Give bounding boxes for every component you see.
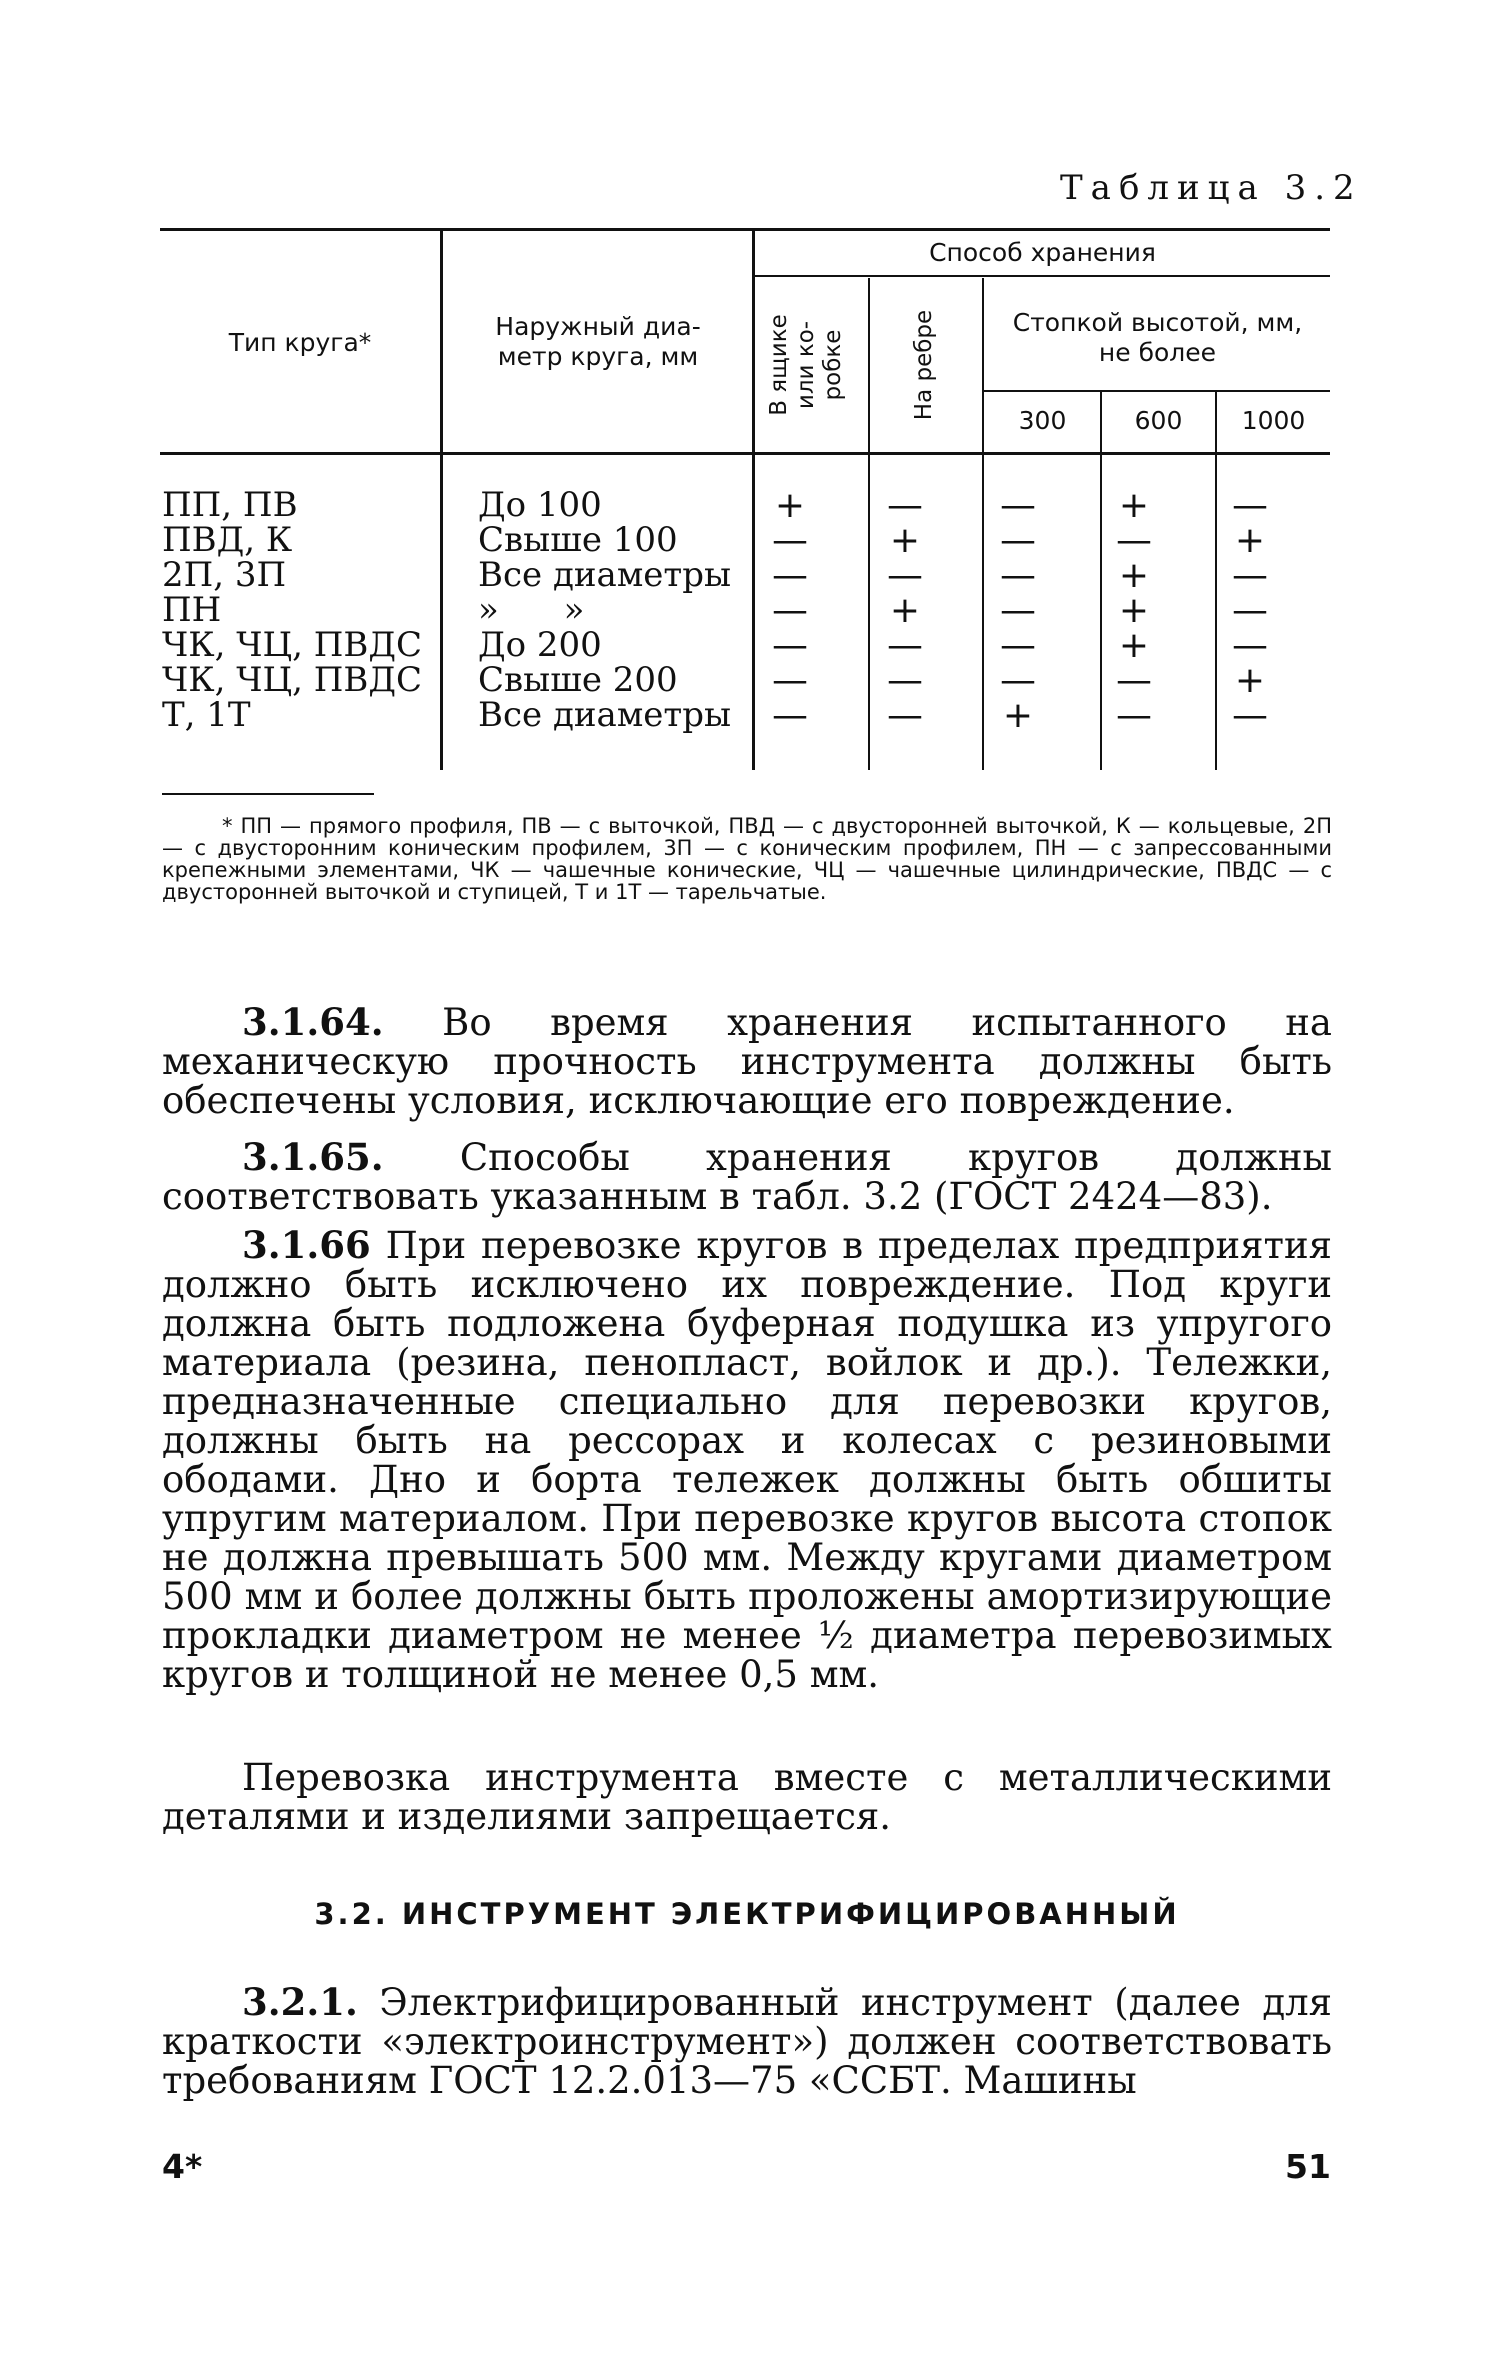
row-diameter: Все диаметры [478,555,732,595]
paragraph-text: Способы хранения кругов должны соответствовать указанным в табл. 3.2 (ГОСТ 2424—83). [162,1136,1332,1218]
row-mark: — [1116,660,1152,701]
row-mark: — [1000,625,1036,666]
paragraph-text: При перевозке кругов в пределах предприятия должно быть исключено их повреждение. Под круги должна быть подложена буферная подушка из упругого материала (резина, пенопласт, войлок и др.). Тележки, предназначенные специально для перевозки кругов, должны быть на рессорах и колесах с резиновыми ободами. Дно и борта тележек должны быть обшиты упругим материалом. При перевозке кругов высота стопок не должна превышать 500 мм. Между кругами диаметром 500 мм и более должны быть проложены амортизирующие прокладки диаметром не менее ½ диаметра перевозимых кругов и толщиной не менее 0,5 мм. [162,1224,1332,1696]
storage-header-rule [752,275,1330,277]
row-mark: + [889,520,921,561]
paragraph-number: 3.2.1. [242,1980,358,2024]
row-diameter: До 100 [478,485,602,525]
paragraph-3-1-64 [162,1000,1332,1122]
row-mark: — [887,625,923,666]
row-mark: — [1000,485,1036,526]
row-mark: — [1232,555,1268,596]
row-mark: — [772,590,808,631]
header-box: В ящике или ко- робке [766,314,846,416]
row-mark: — [1232,485,1268,526]
signature-mark: 4* [162,2147,203,2186]
row-mark: + [774,485,806,526]
row-mark: — [772,555,808,596]
header-diameter: Наружный диа- метр круга, мм [495,312,701,371]
paragraph-3-1-66 [162,1223,1332,1696]
row-mark: — [772,660,808,701]
row-diameter: » » [478,590,585,630]
table-vrule [1100,392,1102,770]
header-bottom-rule [160,452,1330,455]
row-mark: — [1000,520,1036,561]
table-vrule [982,278,984,770]
row-mark: — [1232,625,1268,666]
row-diameter: Все диаметры [478,695,732,735]
row-diameter: До 200 [478,625,602,665]
row-mark: — [887,485,923,526]
row-mark: + [889,590,921,631]
table-vrule [440,230,443,770]
header-1000: 1000 [1241,406,1306,435]
row-mark: — [1116,520,1152,561]
row-mark: + [1118,555,1150,596]
stack-header-rule [982,390,1330,392]
paragraph-3-2-1 [162,1980,1332,2102]
row-mark: — [1232,695,1268,736]
row-type: ПН [162,590,222,630]
row-mark: — [772,520,808,561]
paragraph-number: 3.1.64. [242,1000,384,1044]
table-vrule [868,278,870,770]
footnote: * ПП — прямого профиля, ПВ — с выточкой, ПВД — с двусторонней выточкой, К — кольцевые, 2П — с двусторонним коническим профилем, 3П — с коническим профилем, ПН — с запрессованными крепежными элементами, ЧК — чашечные конические, ЧЦ — чашечные цилиндрические, ПВДС — с двусторонней выточкой и ступицей, Т и 1Т — тарельчатые. [162,814,1332,904]
row-mark: — [772,695,808,736]
page-number: 51 [1285,2147,1331,2186]
table-top-rule [160,228,1330,231]
table-title: Таблица 3.2 [1060,168,1363,208]
paragraph-text: Во время хранения испытанного на механическую прочность инструмента должны быть обеспечены условия, исключающие его повреждение. [162,1001,1332,1122]
storage-table [0,0,1499,800]
row-mark: — [1000,555,1036,596]
table-vrule [752,230,755,770]
footnote-rule [162,793,374,795]
row-type: ЧК, ЧЦ, ПВДС [162,660,423,700]
row-mark: — [887,555,923,596]
row-mark: — [772,625,808,666]
paragraph-number: 3.1.65. [242,1135,384,1179]
row-type: Т, 1Т [162,695,251,735]
row-mark: + [1118,625,1150,666]
row-mark: + [1118,485,1150,526]
header-type: Тип круга* [228,328,372,357]
paragraph-text: Перевозка инструмента вместе с металлическими деталями и изделиями запрещается. [162,1756,1332,1838]
paragraph-transport [162,1758,1332,1836]
row-mark: + [1234,520,1266,561]
row-diameter: Свыше 100 [478,520,678,560]
header-300: 300 [1018,406,1067,435]
row-mark: — [1232,590,1268,631]
header-600: 600 [1134,406,1183,435]
row-mark: — [887,660,923,701]
header-storage: Способ хранения [929,238,1156,267]
row-mark: — [887,695,923,736]
row-type: ЧК, ЧЦ, ПВДС [162,625,423,665]
row-mark: — [1000,660,1036,701]
row-mark: + [1118,590,1150,631]
row-mark: — [1000,590,1036,631]
table-vrule [1215,392,1217,770]
row-type: ПП, ПВ [162,485,298,525]
row-mark: + [1234,660,1266,701]
row-diameter: Свыше 200 [478,660,678,700]
paragraph-3-1-65 [162,1135,1332,1218]
paragraph-number: 3.1.66 [242,1223,371,1267]
row-mark: — [1116,695,1152,736]
row-type: 2П, 3П [162,555,287,595]
row-mark: + [1002,695,1034,736]
header-stack: Стопкой высотой, мм, не более [1012,308,1303,367]
paragraph-text: Электрифицированный инструмент (далее для краткости «электроинструмент») должен соответствовать требованиям ГОСТ 12.2.013—75 «ССБТ. Машины [162,1981,1332,2102]
section-title: 3.2. ИНСТРУМЕНТ ЭЛЕКТРИФИЦИРОВАННЫЙ [314,1897,1180,1931]
header-edge: На ребре [911,309,937,421]
row-type: ПВД, К [162,520,293,560]
